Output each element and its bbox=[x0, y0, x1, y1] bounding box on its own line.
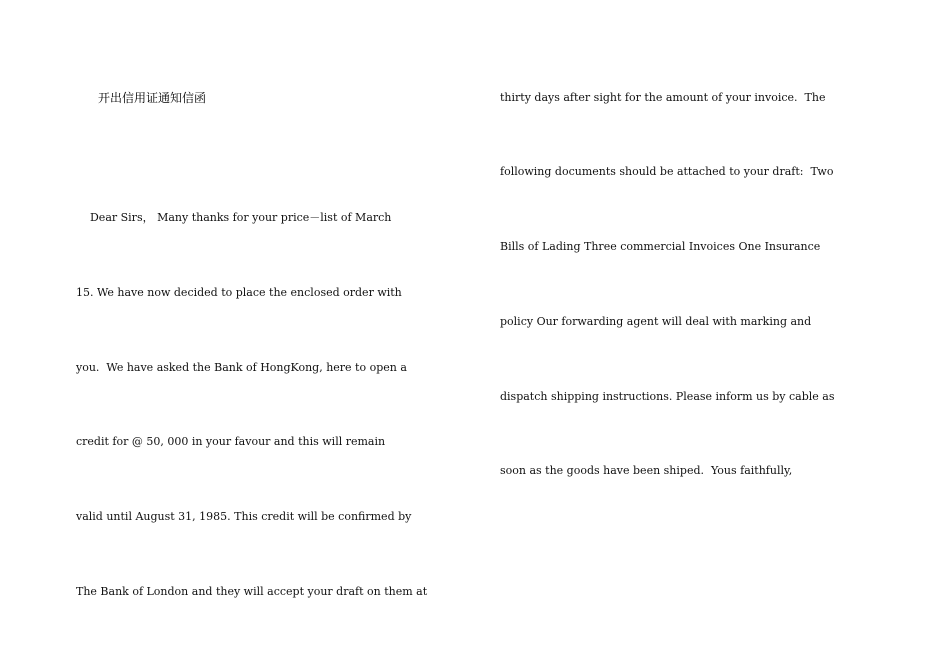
body-line: thirty days after sight for the amount of your invoice. The bbox=[500, 91, 826, 104]
letter-title: 开出信用证通知信函 bbox=[98, 91, 207, 105]
body-line: dispatch shipping instructions. Please inform us by cable as bbox=[500, 390, 835, 403]
body-line: policy Our forwarding agent will deal with marking and bbox=[500, 315, 812, 328]
body-line: 15. We have now decided to place the enclosed order with bbox=[76, 286, 402, 299]
body-line: Bills of Lading Three commercial Invoices One Insurance bbox=[500, 240, 821, 253]
body-line: credit for @ 50, 000 in your favour and this will remain bbox=[76, 435, 386, 448]
body-line: Dear Sirs， Many thanks for your price－list of March bbox=[76, 211, 392, 224]
body-line: soon as the goods have been shiped. Yous faithfully, bbox=[500, 464, 793, 477]
body-line: following documents should be attached to your draft: Two bbox=[500, 165, 834, 178]
body-line: The Bank of London and they will accept your draft on them at bbox=[76, 585, 428, 598]
body-line: valid until August 31, 1985. This credit will be confirmed by bbox=[76, 510, 412, 523]
body-line: you. We have asked the Bank of HongKong, here to open a bbox=[76, 361, 407, 374]
